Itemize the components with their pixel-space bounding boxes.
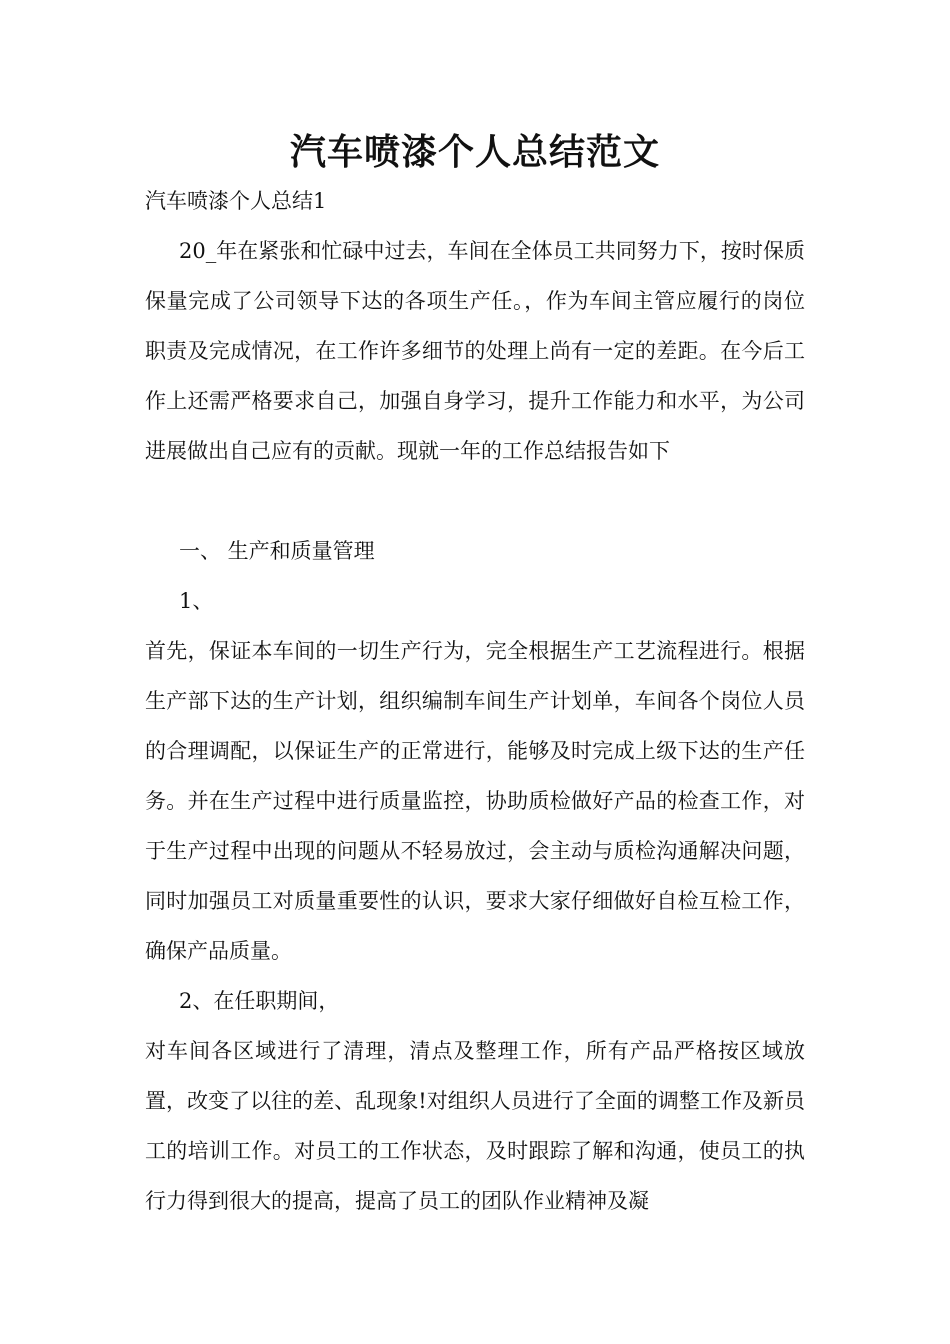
section-heading-production-quality: 一、 生产和质量管理: [179, 539, 375, 563]
paragraph-workshop-cleanup: 对车间各区域进行了清理，清点及整理工作，所有产品严格按区域放置，改变了以往的差、乱现象!对组织人员进行了全面的调整工作及新员工的培训工作。对员工的工作状态，及时跟踪了解和沟通，使员工的执行力得到很大的提高，提高了员工的团队作业精神及凝: [145, 1039, 805, 1213]
list-item-label-2: 2、在任职期间，: [179, 989, 340, 1013]
document-title: 汽车喷漆个人总结范文: [289, 132, 660, 173]
paragraph-production-process: 首先，保证本车间的一切生产行为，完全根据生产工艺流程进行。根据生产部下达的生产计划，组织编制车间生产计划单，车间各个岗位人员的合理调配，以保证生产的正常进行，能够及时完成上级下达的生产任务。并在生产过程中进行质量监控，协助质检做好产品的检查工作，对于生产过程中出现的问题从不轻易放过，会主动与质检沟通解决问题，同时加强员工对质量重要性的认识，要求大家仔细做好自检互检工作，确保产品质量。: [145, 639, 805, 963]
section-subtitle: 汽车喷漆个人总结1: [145, 189, 327, 213]
paragraph-intro: 20_年在紧张和忙碌中过去，车间在全体员工共同努力下，按时保质保量完成了公司领导下达的各项生产任。，作为车间主管应履行的岗位职责及完成情况，在工作许多细节的处理上尚有一定的差距。在今后工作上还需严格要求自己，加强自身学习，提升工作能力和水平，为公司进展做出自己应有的贡献。现就一年的工作总结报告如下: [145, 239, 805, 463]
list-item-label-1: 1、: [179, 589, 214, 613]
